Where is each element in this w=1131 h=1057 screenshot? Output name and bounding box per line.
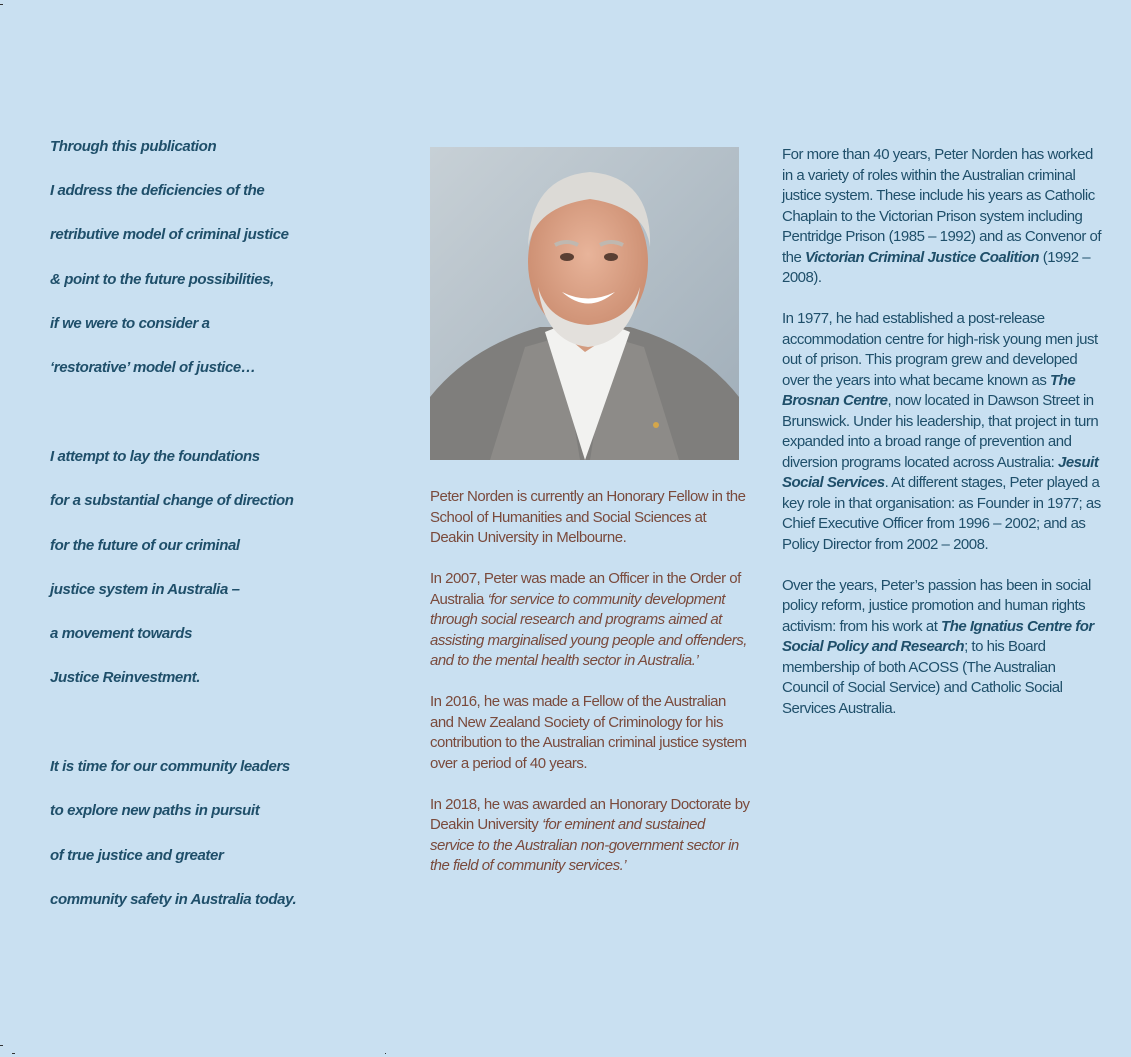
quote-line: for a substantial change of direction — [50, 492, 294, 510]
bio-citation: ‘for eminent and sustained service to the Australian non-government sector in the field of community services.’ — [430, 816, 739, 874]
quote-line: Justice Reinvestment. — [50, 669, 200, 687]
crop-mark — [385, 1053, 386, 1054]
quote-line: justice system in Australia – — [50, 580, 240, 598]
career-column — [782, 145, 1102, 740]
stanza-gap — [50, 401, 370, 446]
bio-text: In 2018, he was awarded an Honorary Doctorate by Deakin University — [430, 795, 750, 833]
quote-line: ‘restorative’ model of justice… — [50, 358, 256, 376]
career-paragraph — [782, 576, 1102, 720]
quote-line: I address the deficiencies of the — [50, 182, 265, 200]
bio-paragraph — [430, 569, 750, 672]
quote-line: retributive model of criminal justice — [50, 226, 289, 244]
career-text: In 1977, he had established a post-release accommodation centre for high-risk young men just out of prison. This program grew and developed over the years into what became known as — [782, 310, 1098, 389]
crop-mark — [0, 4, 3, 5]
quote-line: to explore new paths in pursuit — [50, 802, 260, 820]
career-text: For more than 40 years, Peter Norden has worked in a variety of roles within the Australian criminal justice system. These include his years as Catholic Chaplain to the Victorian Prison system including Pentridge Prison (1985 – 1992) and as Convenor of the — [782, 146, 1102, 266]
quote-line: if we were to consider a — [50, 314, 210, 332]
quote-line: community safety in Australia today. — [50, 890, 297, 908]
quote-line: a movement towards — [50, 624, 193, 642]
organisation-name: The Ignatius Centre for Social Policy and Research — [782, 617, 1094, 655]
crop-mark — [0, 1045, 3, 1046]
quote-line: It is time for our community leaders — [50, 758, 290, 776]
career-text: , now located in Dawson Street in Brunswick. Under his leadership, that project in turn expanded into a broad range of prevention and diversion programs located across Australia: — [782, 392, 1099, 471]
quote-line: I attempt to lay the foundations — [50, 448, 260, 466]
bio-paragraph — [430, 795, 750, 877]
crop-mark — [12, 1053, 15, 1054]
organisation-name: Victorian Criminal Justice Coalition — [805, 248, 1040, 266]
career-text: ; to his Board membership of both ACOSS (The Australian Council of Social Service) and Catholic Social Services Australia. — [782, 638, 1063, 717]
bio-column — [430, 487, 750, 897]
stanza-gap — [50, 711, 370, 756]
quote-line: & point to the future possibilities, — [50, 270, 274, 288]
bio-paragraph — [430, 487, 750, 549]
bio-citation: ‘for service to community development through social research and programs aimed at assisting marginalised young people and offenders, and to the mental health sector in Australia.’ — [430, 590, 747, 669]
quote-line: of true justice and greater — [50, 846, 224, 864]
organisation-name: Jesuit Social Services — [782, 453, 1099, 491]
portrait-photo — [430, 147, 739, 460]
bio-text: In 2007, Peter was made an Officer in the Order of Australia — [430, 570, 741, 608]
career-paragraph — [782, 145, 1102, 289]
organisation-name: The Brosnan Centre — [782, 371, 1076, 409]
quote-line: for the future of our criminal — [50, 536, 240, 554]
bio-paragraph — [430, 692, 750, 774]
career-paragraph — [782, 309, 1102, 555]
quote-column — [50, 136, 370, 933]
portrait-illustration — [430, 147, 739, 460]
career-text: Over the years, Peter’s passion has been in social policy reform, justice promotion and human rights activism: from his work at — [782, 576, 1091, 635]
bio-text: In 2016, he was made a Fellow of the Australian and New Zealand Society of Criminology for his contribution to the Australian criminal justice system over a period of 40 years. — [430, 693, 747, 772]
quote-line: Through this publication — [50, 138, 217, 155]
bio-text: Peter Norden is currently an Honorary Fellow in the School of Humanities and Social Sciences at Deakin University in Melbourne. — [430, 488, 746, 546]
career-text: (1992 – 2008). — [782, 248, 1091, 286]
career-text: . At different stages, Peter played a key role in that organisation: as Founder in 1977; as Chief Executive Officer from 1996 – 2002; and as Policy Director from 2002 – 2008. — [782, 474, 1101, 553]
